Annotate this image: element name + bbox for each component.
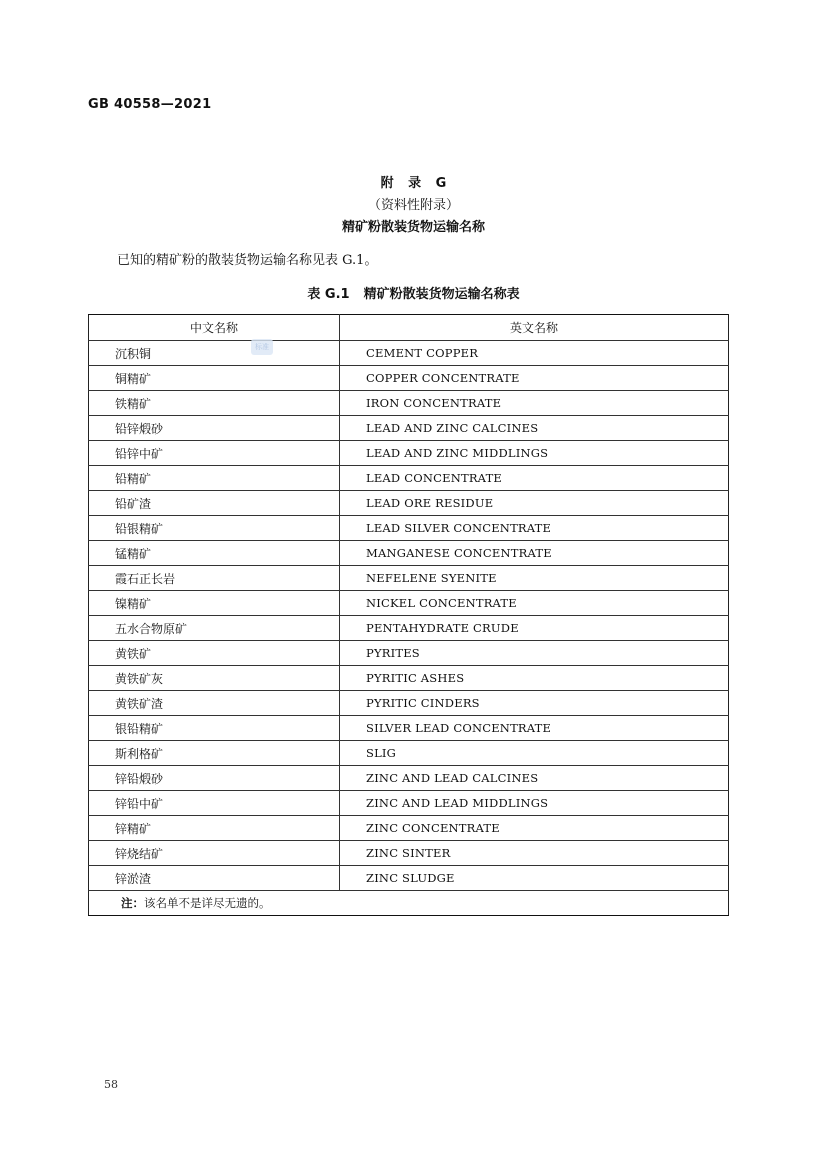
cell-chinese-name: 铜精矿 bbox=[89, 366, 340, 391]
table-number: 表 G.1 bbox=[307, 287, 350, 302]
table-title: 精矿粉散装货物运输名称表 bbox=[363, 287, 520, 302]
cell-chinese-name: 锌烧结矿 bbox=[89, 841, 340, 866]
cell-chinese-name: 铅锌中矿 bbox=[89, 441, 340, 466]
table-row bbox=[89, 466, 729, 491]
table-caption bbox=[0, 283, 827, 302]
table-row bbox=[89, 791, 729, 816]
cell-english-name: NICKEL CONCENTRATE bbox=[340, 591, 729, 616]
column-header-english: 英文名称 bbox=[340, 315, 729, 341]
table-row bbox=[89, 816, 729, 841]
cell-english-name: PYRITES bbox=[340, 641, 729, 666]
table-body bbox=[89, 341, 729, 891]
cell-chinese-name: 沉积铜 bbox=[89, 341, 340, 366]
cell-english-name: LEAD ORE RESIDUE bbox=[340, 491, 729, 516]
table-row bbox=[89, 366, 729, 391]
annex-type: （资料性附录） bbox=[367, 198, 459, 213]
cell-chinese-name: 锌淤渣 bbox=[89, 866, 340, 891]
cell-english-name: PYRITIC ASHES bbox=[340, 666, 729, 691]
cell-chinese-name: 锌精矿 bbox=[89, 816, 340, 841]
table-row bbox=[89, 516, 729, 541]
table-row bbox=[89, 541, 729, 566]
cell-chinese-name: 霞石正长岩 bbox=[89, 566, 340, 591]
cell-english-name: NEFELENE SYENITE bbox=[340, 566, 729, 591]
table-row bbox=[89, 691, 729, 716]
table-row bbox=[89, 391, 729, 416]
cell-chinese-name: 铅精矿 bbox=[89, 466, 340, 491]
annex-name: 精矿粉散装货物运输名称 bbox=[341, 220, 485, 235]
cell-english-name: ZINC CONCENTRATE bbox=[340, 816, 729, 841]
cell-english-name: LEAD SILVER CONCENTRATE bbox=[340, 516, 729, 541]
watermark-text: 标准 bbox=[255, 343, 269, 351]
cell-chinese-name: 黄铁矿 bbox=[89, 641, 340, 666]
table-note-row bbox=[89, 891, 729, 916]
table-row bbox=[89, 491, 729, 516]
page-number: 58 bbox=[104, 1078, 118, 1091]
watermark-logo bbox=[251, 339, 273, 355]
table-note bbox=[89, 891, 729, 916]
cell-chinese-name: 铁精矿 bbox=[89, 391, 340, 416]
cell-english-name: PENTAHYDRATE CRUDE bbox=[340, 616, 729, 641]
standard-code: GB 40558—2021 bbox=[88, 97, 212, 112]
intro-paragraph: 已知的精矿粉的散装货物运输名称见表 G.1。 bbox=[117, 253, 378, 268]
cell-chinese-name: 镍精矿 bbox=[89, 591, 340, 616]
cell-english-name: LEAD CONCENTRATE bbox=[340, 466, 729, 491]
cell-chinese-name: 锰精矿 bbox=[89, 541, 340, 566]
cell-chinese-name: 五水合物原矿 bbox=[89, 616, 340, 641]
cell-chinese-name: 斯利格矿 bbox=[89, 741, 340, 766]
table-row bbox=[89, 441, 729, 466]
cell-english-name: COPPER CONCENTRATE bbox=[340, 366, 729, 391]
annex-title: 附 录 G bbox=[380, 176, 447, 191]
table-header-row bbox=[89, 315, 729, 341]
cell-chinese-name: 银铅精矿 bbox=[89, 716, 340, 741]
table-row bbox=[89, 666, 729, 691]
cell-chinese-name: 黄铁矿灰 bbox=[89, 666, 340, 691]
cell-english-name: ZINC AND LEAD CALCINES bbox=[340, 766, 729, 791]
cell-english-name: SLIG bbox=[340, 741, 729, 766]
table-row bbox=[89, 866, 729, 891]
cell-chinese-name: 铅锌煅砂 bbox=[89, 416, 340, 441]
cell-english-name: PYRITIC CINDERS bbox=[340, 691, 729, 716]
table-row bbox=[89, 741, 729, 766]
cell-chinese-name: 黄铁矿渣 bbox=[89, 691, 340, 716]
table-row bbox=[89, 841, 729, 866]
cell-english-name: ZINC SINTER bbox=[340, 841, 729, 866]
cell-english-name: MANGANESE CONCENTRATE bbox=[340, 541, 729, 566]
table-row bbox=[89, 341, 729, 366]
cell-english-name: SILVER LEAD CONCENTRATE bbox=[340, 716, 729, 741]
cell-english-name: ZINC SLUDGE bbox=[340, 866, 729, 891]
cell-english-name: IRON CONCENTRATE bbox=[340, 391, 729, 416]
note-label: 注： bbox=[121, 896, 144, 910]
cell-chinese-name: 锌铅中矿 bbox=[89, 791, 340, 816]
cell-english-name: LEAD AND ZINC CALCINES bbox=[340, 416, 729, 441]
table-row bbox=[89, 616, 729, 641]
table-row bbox=[89, 416, 729, 441]
cell-chinese-name: 锌铅煅砂 bbox=[89, 766, 340, 791]
cell-english-name: LEAD AND ZINC MIDDLINGS bbox=[340, 441, 729, 466]
cell-chinese-name: 铅银精矿 bbox=[89, 516, 340, 541]
table-row bbox=[89, 591, 729, 616]
cell-english-name: ZINC AND LEAD MIDDLINGS bbox=[340, 791, 729, 816]
table-row bbox=[89, 766, 729, 791]
table-row bbox=[89, 566, 729, 591]
cell-english-name: CEMENT COPPER bbox=[340, 341, 729, 366]
table-row bbox=[89, 716, 729, 741]
bulk-cargo-names-table bbox=[88, 314, 729, 916]
note-text: 该名单不是详尽无遗的。 bbox=[144, 896, 271, 910]
column-header-chinese: 中文名称 bbox=[89, 315, 340, 341]
table-row bbox=[89, 641, 729, 666]
cell-chinese-name: 铅矿渣 bbox=[89, 491, 340, 516]
